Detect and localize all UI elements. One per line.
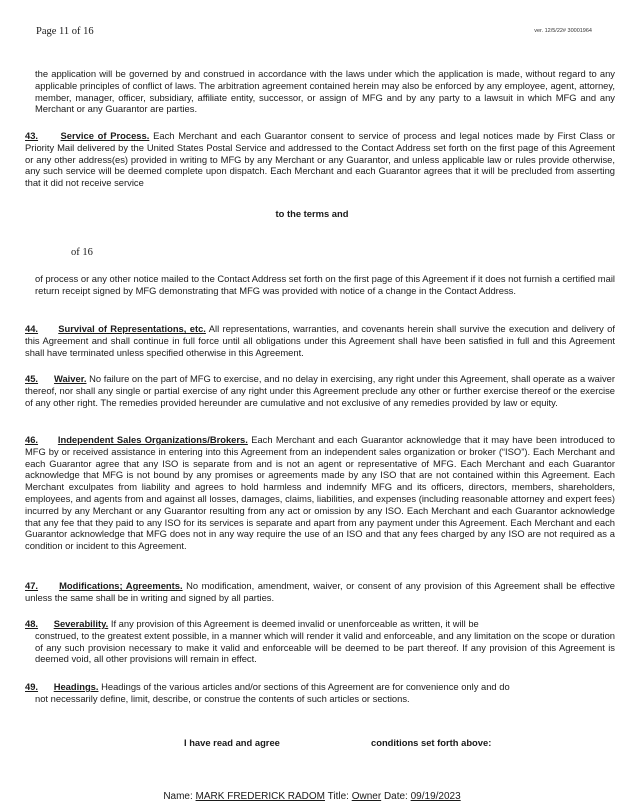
- section-title: Severability.: [53, 618, 109, 629]
- signer-info-row: [0, 791, 624, 802]
- section-title: Modifications; Agreements.: [59, 580, 183, 591]
- section-number: 45.: [25, 373, 39, 384]
- section-number: 49.: [25, 681, 39, 692]
- intro-paragraph: the application will be governed by and construed in accordance with the laws under which the application is made, without regard to any applicable principles of conflict of laws. The arbitration agreement contained herein may also be enforced by any employee, agent, attorney, member, manager, officer, subsidiary, affiliate entity, successor, or assign of MFG and by any party to a lawsuit in which MFG and any Merchant or any Guarantor are parties.: [35, 68, 615, 115]
- title-value: Owner: [351, 791, 382, 802]
- section-title: Service of Process.: [60, 130, 150, 141]
- section-title: Headings.: [53, 681, 99, 692]
- section-47: [25, 580, 615, 604]
- section-title: Survival of Representations, etc.: [58, 323, 206, 334]
- acknowledgement-right: conditions set forth above:: [371, 737, 492, 748]
- section-text: Each Merchant and each Guarantor consent to service of process and legal notices made by First Class or Priority Mail delivered by the United States Postal Service and addressed to the Contact Address set forth on the first page of this Agreement or any other address(es) provided in writing to MFG by any Merchant or any Guarantor, and unless applicable law or rules provide otherwise, any such service will be deemed complete upon dispatch. Each Merchant and each Guarantor agrees that it will be precluded from asserting that it did not receive service: [25, 130, 615, 189]
- section-title: Independent Sales Organizations/Brokers.: [57, 434, 248, 445]
- section-text-line1: Headings of the various articles and/or sections of this Agreement are for convenience only and do: [101, 681, 510, 692]
- date-value: 09/19/2023: [410, 791, 461, 802]
- section-text: All representations, warranties, and covenants herein shall survive the execution and delivery of this Agreement and shall continue in full force until all obligations under this Agreement shall have been satisfied in full and this Agreement shall have terminated unless specified otherwise in this Agreement.: [25, 323, 615, 358]
- section-number: 44.: [25, 323, 39, 334]
- version-label: ver. 12/5/22# 30001964: [534, 28, 592, 34]
- date-label: Date:: [383, 791, 408, 802]
- section-text: No modification, amendment, waiver, or consent of any provision of this Agreement shall be effective unless the same shall be in writing and signed by all parties.: [25, 580, 615, 603]
- section-text: Each Merchant and each Guarantor acknowledge that it may have been introduced to MFG by or received assistance in entering into this Agreement from an independent sales organization or broker (“ISO”). Each Merchant and each Guarantor agree that any ISO is separate from and is not an agent or representative of MFG. Each Merchant and each Guarantor acknowledge that MFG is not bound by any promises or agreements made by any ISO that are not contained within this Agreement. Each Merchant exculpates from liability and agrees to hold harmless and indemnify MFG and its officers, directors, members, shareholders, employees, and agents from and against all losses, damages, claims, liabilities, and expenses (including reasonable attorney and expert fees) incurred by any Merchant or any Guarantor resulting from any act or omission by any ISO. Each Merchant and each Guarantor acknowledge that any fee that they paid to any ISO for its services is separate and apart from any payment under this Agreement. Each Merchant and each Guarantor acknowledge that MFG does not in any way require the use of an ISO and that any fees charged by any ISO are not required as a condition or incident to this Agreement.: [25, 434, 616, 552]
- section-text: No failure on the part of MFG to exercise, and no delay in exercising, any right under this Agreement, shall operate as a waiver thereof, nor shall any single or partial exercise of any right under this Agreement preclude any other or further exercise thereof or the exercise of any other right. The remedies provided hereunder are cumulative and not exclusive of any remedies provided by law or equity.: [25, 373, 615, 408]
- section-43-continued: of process or any other notice mailed to the Contact Address set forth on the first page of this Agreement if it does not furnish a certified mail return receipt signed by MFG demonstrating that MFG was provided with notice of a change in the Contact Address.: [35, 273, 615, 296]
- section-title: Waiver.: [53, 373, 87, 384]
- page-number: Page 11 of 16: [36, 26, 94, 37]
- acknowledgement-left: I have read and agree: [184, 737, 280, 748]
- title-label: Title:: [327, 791, 349, 802]
- section-text-rest: not necessarily define, limit, describe, or construe the contents of such articles or sections.: [35, 692, 410, 704]
- section-49: [25, 681, 615, 705]
- fragment-of16: of 16: [71, 247, 93, 258]
- section-text-line1: If any provision of this Agreement is deemed invalid or unenforceable as written, it will be: [110, 618, 479, 629]
- section-text-rest: construed, to the greatest extent possible, in a manner which will render it valid and enforceable, and any limitation on the scope or duration of any such provision necessary to make it valid and enforceable will be deemed to be part thereof. If any provision of this Agreement is deemed void, all other provisions will remain in effect.: [35, 629, 615, 665]
- section-43: [25, 130, 615, 189]
- section-number: 47.: [25, 580, 39, 591]
- section-48: [25, 618, 615, 665]
- name-label: Name:: [163, 791, 193, 802]
- section-45: [25, 373, 615, 408]
- fragment-terms: to the terms and: [275, 208, 349, 219]
- name-value: MARK FREDERICK RADOM: [195, 791, 325, 802]
- section-46: [25, 434, 615, 552]
- section-number: 48.: [25, 618, 39, 629]
- section-44: [25, 323, 615, 358]
- section-number: 43.: [25, 130, 39, 141]
- section-number: 46.: [25, 434, 39, 445]
